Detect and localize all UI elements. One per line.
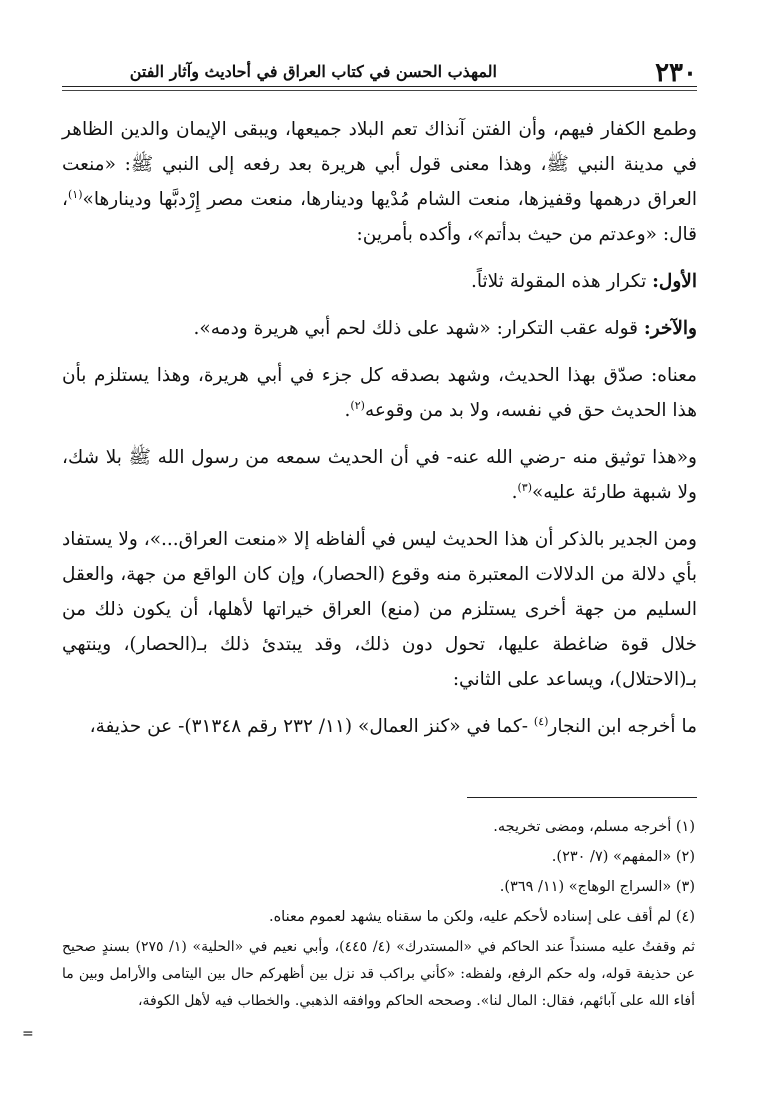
- footnote-2: (٢) «المفهم» (٧/ ٢٣٠).: [551, 849, 695, 865]
- page-number: ٢٣٠: [655, 58, 697, 88]
- paragraph-4: معناه: صدّق بهذا الحديث، وشهد بصدقه كل جزء في أبي هريرة، وهذا يستلزم بأن هذا الحديث حق في نفسه، ولا بد من وقوعه$^{(٢)}$.: [62, 365, 697, 421]
- header-rule-thin: [62, 90, 697, 91]
- footnote-1: (١) أخرجه مسلم، ومضى تخريجه.: [493, 819, 695, 835]
- footnote-4-continued: ثم وقفتُ عليه مسنداً عند الحاكم في «المستدرك» (٤/ ٤٤٥)، وأبي نعيم في «الحلية» (١/ ٢٧٥) بسندٍ صحيح عن حذيفة قوله، وله حكم الرفع، ولفظه: «كأني براكب قد نزل بين أظهركم حال بين اليتامى والأرامل وبين ما أفاء الله على آبائهم، فقال: المال لنا». وصححه الحاكم ووافقه الذهبي. والخطاب فيه لأهل الكوفة،: [62, 939, 696, 1009]
- paragraph-2-lead: الأول:: [652, 271, 697, 292]
- header-title: المهذب الحسن في كتاب العراق في أحاديث وآثار الفتن: [129, 62, 497, 81]
- paragraph-3: والآخر: قوله عقب التكرار: «شهد على ذلك لحم أبي هريرة ودمه».: [193, 318, 697, 339]
- footnotes: [62, 812, 697, 1015]
- footnote-divider: [467, 797, 697, 798]
- footnote-ref-4[interactable]: (٤): [533, 714, 549, 728]
- continuation-mark: =: [22, 1026, 34, 1042]
- header-rule: [62, 86, 697, 87]
- main-text: [62, 112, 697, 756]
- paragraph-6: ومن الجدير بالذكر أن هذا الحديث ليس في ألفاظه إلا «منعت العراق...»، ولا يستفاد بأي دلالة من الدلالات المعتبرة منه وقوع (الحصار)، وإن كان الواقع من جهة، والعقل السليم من جهة أخرى يستلزم من (منع) العراق خيراتها لأهلها، أن يكون ذلك من خلال قوة ضاغطة عليها، تحول دون ذلك، وقد يبتدئ ذلك بـ(الحصار)، وينتهي بـ(الاحتلال)، ويساعد على الثاني:: [62, 529, 697, 690]
- footnote-ref-3[interactable]: (٣): [517, 480, 532, 494]
- paragraph-7: ما أخرجه ابن النجار$^{(٤)}$ -كما في «كنز العمال» (١١/ ٢٣٢ رقم ٣١٣٤٨)- عن حذيفة،: [89, 714, 697, 737]
- paragraph-2: الأول: تكرار هذه المقولة ثلاثاً.: [470, 271, 697, 292]
- footnote-3: (٣) «السراج الوهاج» (١١/ ٣٦٩).: [499, 879, 695, 895]
- running-header: [60, 56, 697, 90]
- paragraph-1: وطمع الكفار فيهم، وأن الفتن آنذاك تعم البلاد جميعها، ويبقى الإيمان والدين الظاهر في مدينة النبي ﷺ، وهذا معنى قول أبي هريرة بعد رفعه إلى النبي ﷺ: «منعت العراق درهمها وقفيزها، منعت الشام مُدْيها ودينارها، منعت مصر إِرْدبَّها ودينارها»$^{(١)}$، قال: «وعدتم من حيث بدأتم»، وأكده بأمرين:: [62, 119, 697, 245]
- paragraph-3-lead: والآخر:: [643, 318, 697, 339]
- paragraph-5: و«هذا توثيق منه -رضي الله عنه- في أن الحديث سمعه من رسول الله ﷺ بلا شك، ولا شبهة طارئة عليه»$^{(٣)}$.: [62, 447, 697, 503]
- footnote-4: (٤) لم أقف على إسناده لأحكم عليه، ولكن ما سقناه يشهد لعموم معناه.: [268, 909, 695, 925]
- footnote-ref-1[interactable]: (١): [67, 187, 83, 201]
- footnote-ref-2[interactable]: (٢): [350, 398, 365, 412]
